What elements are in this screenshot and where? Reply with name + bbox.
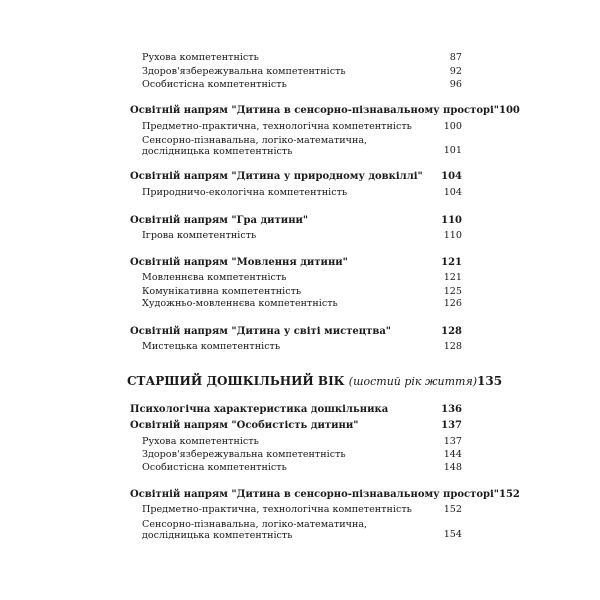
toc-section[interactable] [130,419,462,432]
toc-entry-title-line1: Сенсорно-пізнавальна, логіко-математична, [142,519,368,530]
toc-entry-title: Ігрова компетентність [142,230,257,241]
toc-entry-page: 121 [443,272,462,283]
toc-section-page: 152 [499,489,520,500]
toc-entry[interactable] [142,298,462,310]
toc-section[interactable] [130,104,520,117]
toc-entry-title: Рухова компетентність [142,436,259,447]
toc-section-title: Освітній напрям "Гра дитини" [130,215,309,226]
toc-entry[interactable] [142,449,462,461]
toc-entry-title: Комунікативна компетентність [142,286,302,297]
toc-entry-title: Мовленнєва компетентність [142,272,287,283]
toc-entry[interactable] [142,121,462,133]
toc-section-title: Освітній напрям "Мовлення дитини" [130,257,348,268]
part-title-subtitle: (шостий рік життя) [348,375,478,388]
toc-entry-title: Здоров'язбережувальна компетентність [142,66,346,77]
toc-section-page: 128 [441,326,462,337]
toc-entry-page: 87 [449,52,462,63]
toc-section[interactable] [130,170,462,183]
toc-entry-title: Особистісна компетентність [142,462,287,473]
toc-section-title: Освітній напрям "Особистість дитини" [130,420,359,431]
toc-entry-page: 110 [443,230,462,241]
toc-entry-title: Природничо-екологічна компетентність [142,187,348,198]
toc-entry-title: Особистісна компетентність [142,79,287,90]
toc-entry-title: Предметно-практична, технологічна компетентність [142,121,412,132]
toc-entry-title [142,135,444,157]
toc-entry[interactable] [142,519,462,541]
toc-entry[interactable] [142,272,462,284]
toc-section-title: Освітній напрям "Дитина у світі мистецтва" [130,326,392,337]
toc-entry[interactable] [142,230,462,242]
toc-entry-page: 154 [443,529,462,540]
toc-entry-title: Рухова компетентність [142,52,259,63]
toc-entry-page: 100 [443,121,462,132]
toc-entry-page: 96 [449,79,462,90]
toc-entry-title-line1: Сенсорно-пізнавальна, логіко-математична, [142,135,368,146]
toc-part-page: 135 [477,374,503,388]
toc-entry[interactable] [142,187,462,199]
toc-entry-title: Здоров'язбережувальна компетентність [142,449,346,460]
part-title-main: СТАРШИЙ ДОШКІЛЬНИЙ ВІК [127,374,345,388]
toc-entry-page: 125 [443,286,462,297]
toc-section-page: 136 [441,404,462,415]
toc-entry-title [142,519,444,541]
toc-section-title: Освітній напрям "Дитина в сенсорно-пізнавальному просторі" [130,489,499,500]
toc-section-page: 121 [441,257,462,268]
toc-entry-page: 144 [443,449,462,460]
toc-entry-page: 148 [443,462,462,473]
toc-entry[interactable] [142,79,462,91]
toc-entry-page: 101 [443,145,462,156]
toc-entry[interactable] [142,504,462,516]
toc-section[interactable] [130,256,462,269]
toc-entry-page: 137 [443,436,462,447]
toc-section-page: 110 [441,215,462,226]
toc-entry-title: Мистецька компетентність [142,341,281,352]
toc-entry[interactable] [142,341,462,353]
toc-entry-page: 104 [443,187,462,198]
toc-entry-title-line2: дослідницька компетентність [142,146,293,157]
toc-entry[interactable] [142,52,462,64]
toc-entry-page: 128 [443,341,462,352]
toc-entry[interactable] [142,66,462,78]
toc-section[interactable] [130,325,462,338]
toc-entry-title-line2: дослідницька компетентність [142,530,293,541]
toc-section-title: Освітній напрям "Дитина у природному довкіллі" [130,171,423,182]
toc-part-heading[interactable] [127,374,503,389]
toc-section-title: Психологічна характеристика дошкільника [130,404,389,415]
toc-part-title [127,374,477,389]
toc-section[interactable] [130,488,520,501]
toc-section[interactable] [130,214,462,227]
toc-entry-page: 126 [443,298,462,309]
toc-entry[interactable] [142,462,462,474]
toc-section-page: 104 [441,171,462,182]
toc-entry-title: Художньо-мовленнєва компетентність [142,298,338,309]
toc-entry[interactable] [142,436,462,448]
toc-entry-title: Предметно-практична, технологічна компетентність [142,504,412,515]
toc-entry-page: 152 [443,504,462,515]
toc-entry-page: 92 [449,66,462,77]
toc-section-title: Освітній напрям "Дитина в сенсорно-пізнавальному просторі" [130,105,499,116]
toc-entry[interactable] [142,286,462,298]
toc-section[interactable] [130,403,462,416]
toc-section-page: 137 [441,420,462,431]
toc-entry[interactable] [142,135,462,157]
toc-section-page: 100 [499,105,520,116]
